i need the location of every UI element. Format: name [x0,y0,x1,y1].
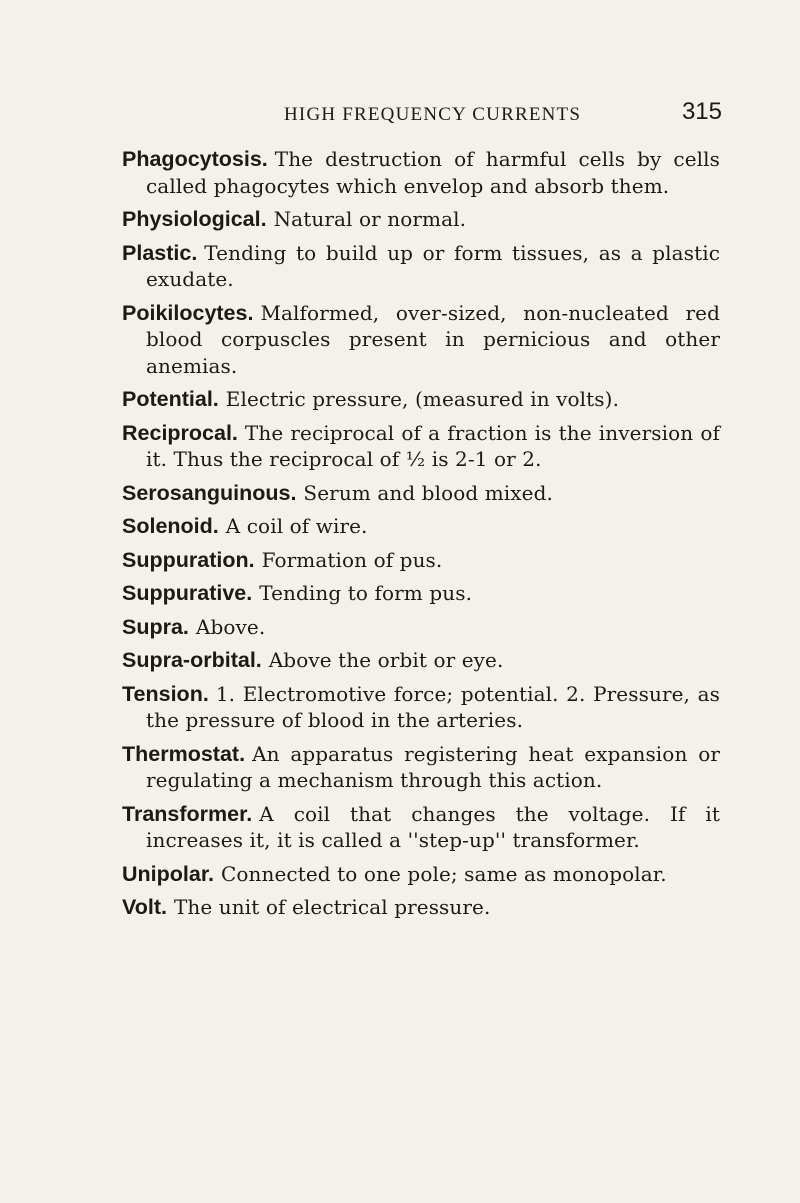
glossary-definition: A coil that changes the voltage. If it increases it, it is called a ''step-up'' transformer. [146,801,720,852]
glossary-term: Unipolar. [122,861,214,886]
running-title: HIGH FREQUENCY CURRENTS [284,104,582,125]
glossary-definition: 1. Electromotive force; potential. 2. Pressure, as the pressure of blood in the arteries. [146,681,720,732]
glossary-term: Physiological. [122,207,267,231]
glossary-entry [122,547,720,574]
glossary-definition: Formation of pus. [261,547,443,572]
glossary-entry [122,240,720,293]
glossary-entry [122,681,720,734]
glossary-term: Solenoid. [122,514,219,538]
glossary-term: Phagocytosis. [122,147,268,171]
glossary-entry [122,513,720,540]
glossary-definition: Tending to build up or form tissues, as a plastic exudate. [146,240,720,291]
glossary-term: Volt. [122,895,167,919]
glossary-entry [122,894,720,921]
glossary-entry [122,386,720,413]
glossary-definition: Above. [195,614,266,639]
glossary-term: Suppurative. [122,581,253,605]
glossary-definition: The reciprocal of a fraction is the inversion of it. Thus the reciprocal of ½ is 2-1 or 2. [146,420,720,471]
glossary-term: Thermostat. [122,741,246,766]
glossary-entry [122,614,720,641]
glossary-entry [122,206,720,233]
glossary-term: Tension. [122,681,209,706]
glossary-definition: Malformed, over-sized, non-nucleated red blood corpuscles present in pernicious and other anemias. [146,300,720,378]
glossary-term: Supra-orbital. [122,648,262,672]
glossary-term: Serosanguinous. [122,480,297,505]
glossary-entry [122,300,720,380]
glossary-definition: An apparatus registering heat expansion or regulating a mechanism through this action. [146,741,720,792]
glossary-term: Supra. [122,614,189,639]
glossary-term: Reciprocal. [122,420,238,445]
glossary-definition: Serum and blood mixed. [303,480,553,505]
glossary-entry [122,647,720,674]
glossary-entry [122,420,720,473]
glossary-entry [122,801,720,854]
page-number: 315 [681,98,722,125]
glossary-definition: Above the orbit or eye. [268,648,504,672]
glossary-definition: The destruction of harmful cells by cells called phagocytes which envelop and absorb them. [146,147,720,198]
glossary-term: Poikilocytes. [122,300,254,325]
glossary-entry [122,861,720,888]
glossary-entry [122,741,720,794]
glossary-definition: Electric pressure, (measured in volts). [225,387,620,411]
glossary-entry [122,580,720,607]
glossary-definition: The unit of electrical pressure. [173,895,491,919]
glossary-definition: Connected to one pole; same as monopolar. [220,861,667,886]
glossary-definition: Natural or normal. [273,207,467,231]
glossary-term: Transformer. [122,801,253,826]
glossary-term: Potential. [122,387,219,411]
glossary-entry [122,480,720,507]
glossary-definition: A coil of wire. [225,514,368,538]
glossary-list [122,146,720,928]
glossary-term: Suppuration. [122,547,255,572]
glossary-term: Plastic. [122,240,198,265]
glossary-definition: Tending to form pus. [259,581,473,605]
glossary-entry [122,146,720,199]
